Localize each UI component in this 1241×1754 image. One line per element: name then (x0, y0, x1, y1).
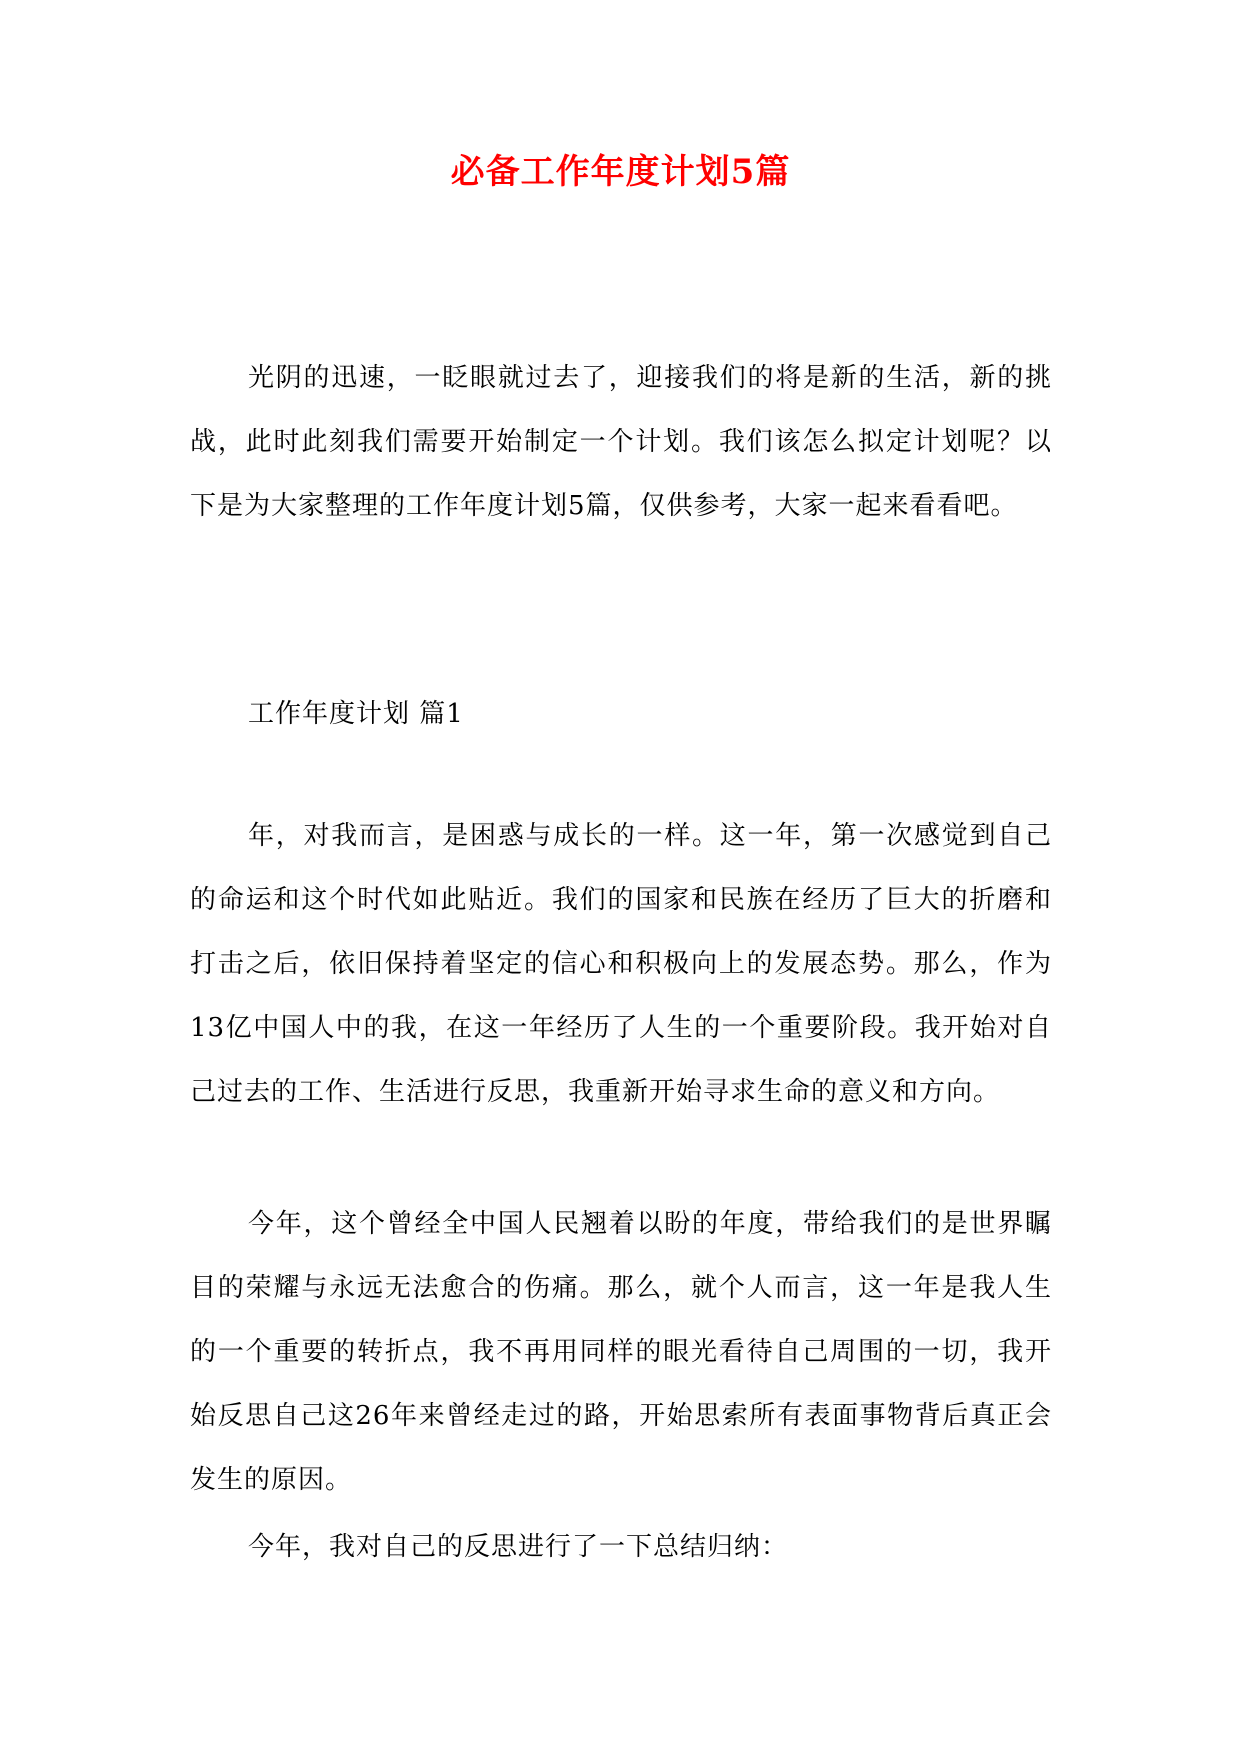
body-paragraph: 今年，这个曾经全中国人民翘着以盼的年度，带给我们的是世界瞩目的荣耀与永远无法愈合的伤痛。那么，就个人而言，这一年是我人生的一个重要的转折点，我不再用同样的眼光看待自己周围的一切，我开始反思自己这26年来曾经走过的路，开始思索所有表面事物背后真正会发生的原因。 (190, 1209, 1052, 1495)
body-paragraph: 年，对我而言，是困惑与成长的一样。这一年，第一次感觉到自己的命运和这个时代如此贴近。我们的国家和民族在经历了巨大的折磨和打击之后，依旧保持着坚定的信心和积极向上的发展态势。那么，作为13亿中国人中的我，在这一年经历了人生的一个重要阶段。我开始对自己过去的工作、生活进行反思，我重新开始寻求生命的意义和方向。 (190, 821, 1052, 1107)
section-heading: 工作年度计划 篇1 (248, 699, 464, 729)
body-paragraph: 今年，我对自己的反思进行了一下总结归纳： (248, 1532, 789, 1562)
document-title: 必备工作年度计划5篇 (450, 152, 791, 192)
intro-paragraph: 光阴的迅速，一眨眼就过去了，迎接我们的将是新的生活，新的挑战，此时此刻我们需要开始制定一个计划。我们该怎么拟定计划呢？以下是为大家整理的工作年度计划5篇，仅供参考，大家一起来看看吧。 (190, 363, 1052, 521)
